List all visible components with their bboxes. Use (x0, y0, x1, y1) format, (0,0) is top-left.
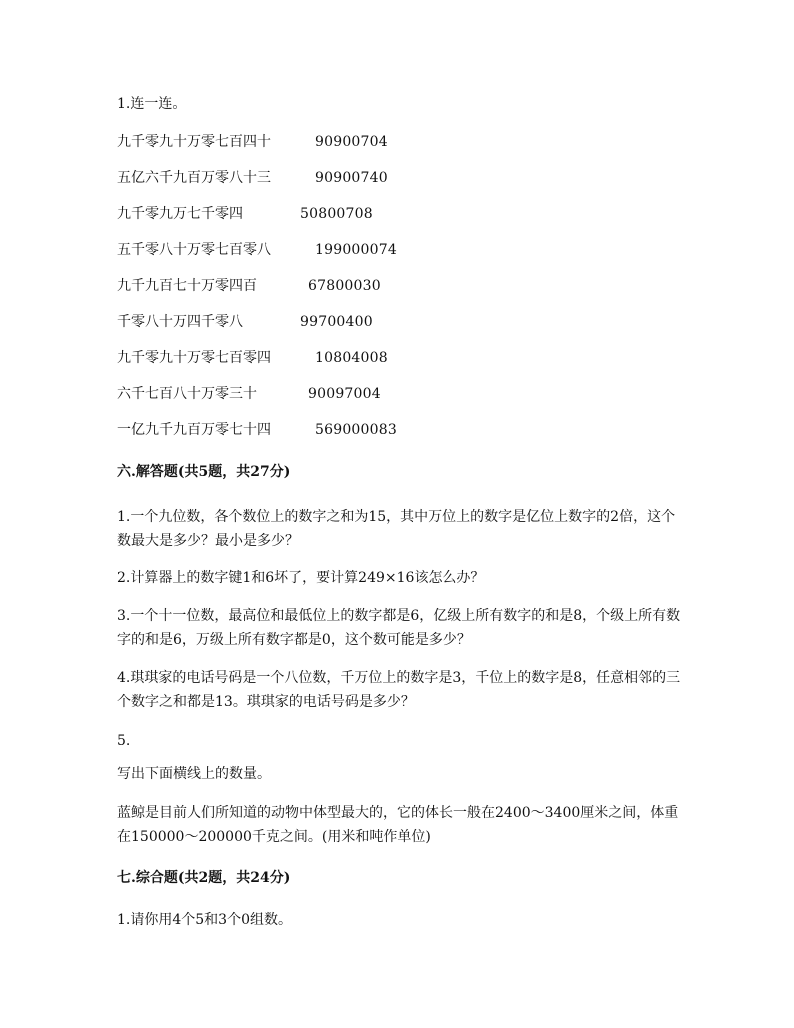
match-number: 50800708 (300, 206, 373, 222)
match-words: 九千九百七十万零四百 (117, 278, 257, 294)
match-words: 一亿九千九百万零七十四 (117, 422, 271, 438)
match-row (117, 348, 388, 368)
match-number: 67800030 (308, 278, 381, 294)
match-words: 五千零八十万零七百零八 (117, 242, 271, 258)
question-6-5-text: 蓝鲸是目前人们所知道的动物中体型最大的，它的体长一般在2400～3400厘米之间，体重在150000～200000千克之间。(用米和吨作单位) (117, 805, 679, 845)
question-6-4: 4.琪琪家的电话号码是一个八位数，千万位上的数字是3，千位上的数字是8，任意相邻的三个数字之和都是13。琪琪家的电话号码是多少？ (117, 670, 681, 710)
match-row (117, 312, 373, 332)
section-6-title: 六.解答题(共5题，共27分) (117, 464, 291, 480)
match-row (117, 132, 388, 152)
match-row (117, 240, 397, 260)
match-number: 99700400 (300, 314, 373, 330)
match-row (117, 384, 381, 404)
match-number: 569000083 (315, 422, 397, 438)
match-number: 90097004 (308, 386, 381, 402)
question-7-1: 1.请你用4个5和3个0组数。 (117, 912, 292, 928)
section-7-title: 七.综合题(共2题，共24分) (117, 870, 291, 886)
match-number: 90900740 (315, 170, 388, 186)
match-number: 199000074 (315, 242, 397, 258)
match-row (117, 204, 373, 224)
match-words: 千零八十万四千零八 (117, 314, 243, 330)
match-words: 九千零九万七千零四 (117, 206, 243, 222)
match-heading: 1.连一连。 (117, 96, 187, 112)
question-6-1: 1.一个九位数，各个数位上的数字之和为15，其中万位上的数字是亿位上数字的2倍，这个数最大是多少？最小是多少？ (117, 509, 676, 549)
question-6-3: 3.一个十一位数，最高位和最低位上的数字都是6，亿级上所有数字的和是8，个级上所有数字的和是6，万级上所有数字都是0，这个数可能是多少？ (117, 608, 681, 648)
question-6-5-number: 5. (117, 733, 131, 749)
match-words: 五亿六千九百万零八十三 (117, 170, 271, 186)
question-6-5-prompt: 写出下面横线上的数量。 (117, 766, 271, 782)
match-words: 六千七百八十万零三十 (117, 386, 257, 402)
match-row (117, 168, 388, 188)
match-words: 九千零九十万零七百零四 (117, 350, 271, 366)
match-number: 10804008 (315, 350, 388, 366)
match-words: 九千零九十万零七百四十 (117, 134, 271, 150)
match-row (117, 420, 397, 440)
match-number: 90900704 (315, 134, 388, 150)
match-row (117, 276, 381, 296)
question-6-2: 2.计算器上的数字键1和6坏了，要计算249×16该怎么办？ (117, 570, 485, 586)
